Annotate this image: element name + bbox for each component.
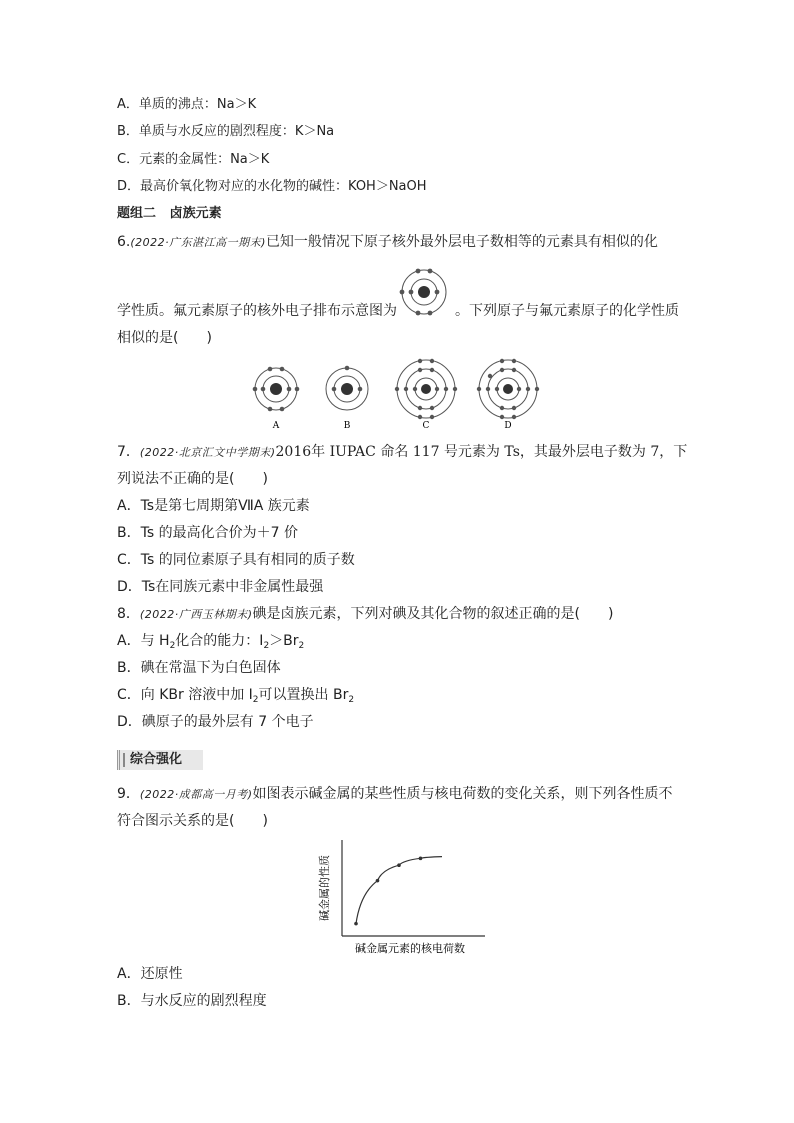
q5-option-d: D．最高价氧化物对应的水化物的碱性：KOH＞NaOH [117, 179, 427, 194]
q8-option-b: B．碘在常温下为白色固体 [117, 660, 281, 676]
q7-option-c: C．Ts 的同位素原子具有相同的质子数 [117, 552, 355, 568]
atom-diagram-c [395, 359, 457, 431]
q8-number: 8． [117, 606, 140, 622]
q8-source: (2022·广西玉林期末) [139, 608, 253, 621]
q6-source: (2022·广东湛江高一期末) [130, 236, 266, 249]
q6-text2a: 学性质。氟元素原子的核外电子排布示意图为 [117, 303, 397, 319]
choice-label-b: B [343, 421, 351, 431]
group-heading [117, 205, 222, 223]
q9-option-b: B．与水反应的剧烈程度 [117, 993, 267, 1009]
section-banner [117, 750, 203, 770]
data-point [354, 922, 358, 926]
choice-label-a: A [272, 421, 280, 431]
q5-option-a: A．单质的沸点：Na＞K [117, 97, 257, 112]
q7-text1: 2016年 IUPAC 命名 117 号元素为 Ts，其最外层电子数为 7，下 [275, 444, 688, 460]
q9-text1: 如图表示碱金属的某些性质与核电荷数的变化关系，则下列各性质不 [252, 786, 673, 802]
q6-line1 [117, 233, 658, 252]
q5-option-c: C．元素的金属性：Na＞K [117, 152, 270, 167]
q6-text1: 已知一般情况下原子核外最外层电子数相等的元素具有相似的化 [265, 234, 658, 250]
q7-option-d: D．Ts在同族元素中非金属性最强 [117, 579, 324, 595]
q9-source: (2022·成都高一月考) [139, 788, 253, 801]
q7-option-a: A．Ts是第七周期第ⅦA 族元素 [117, 498, 310, 514]
q8-option-c: C．向 KBr 溶液中加 $I_2$可以置换出 $Br_2$ [117, 687, 355, 705]
q8-text: 碘是卤族元素，下列对碘及其化合物的叙述正确的是( ) [252, 606, 614, 622]
atom-diagram-b [326, 366, 368, 431]
q7-source: (2022·北京汇文中学期末) [139, 446, 276, 459]
q9-line2: 符合图示关系的是( ) [117, 813, 268, 829]
q9-line1 [117, 785, 673, 804]
q6-line3: 相似的是( ) [117, 330, 212, 346]
q9-number: 9． [117, 786, 140, 802]
q6-choices-diagrams [250, 356, 550, 432]
q7-number: 7． [117, 444, 140, 460]
q8-option-a: A．与 $H_2$化合的能力：$I_2>Br_2$ [117, 633, 305, 651]
data-point [376, 879, 380, 883]
q8-option-d: D．碘原子的最外层有 7 个电子 [117, 714, 314, 730]
q7-line2: 列说法不正确的是( ) [117, 471, 268, 487]
x-axis-label: 碱金属元素的核电荷数 [355, 942, 465, 955]
q9-chart [310, 836, 490, 958]
q6-number: 6. [117, 234, 131, 250]
q6-line2b: 。下列原子与氟元素原子的化学性质 [455, 303, 679, 319]
fluorine-atom-diagram [398, 266, 450, 318]
q8-line1 [117, 605, 613, 624]
data-point [419, 857, 423, 861]
atom-diagram-a [253, 367, 300, 431]
q5-option-b: B．单质与水反应的剧烈程度：K＞Na [117, 124, 335, 139]
choice-label-c: C [422, 421, 430, 431]
y-axis-label: 碱金属的性质 [318, 855, 331, 921]
section-title: 综合强化 [130, 752, 183, 767]
q9-option-a: A．还原性 [117, 966, 183, 982]
group-label: 题组二 [117, 206, 157, 221]
q7-option-b: B．Ts 的最高化合价为＋7 价 [117, 525, 298, 541]
data-point [397, 863, 401, 867]
choice-label-d: D [504, 421, 512, 431]
atom-diagram-d [477, 359, 539, 431]
q7-line1 [117, 443, 687, 462]
q6-line2 [117, 302, 397, 320]
group-title: 卤族元素 [169, 206, 222, 221]
